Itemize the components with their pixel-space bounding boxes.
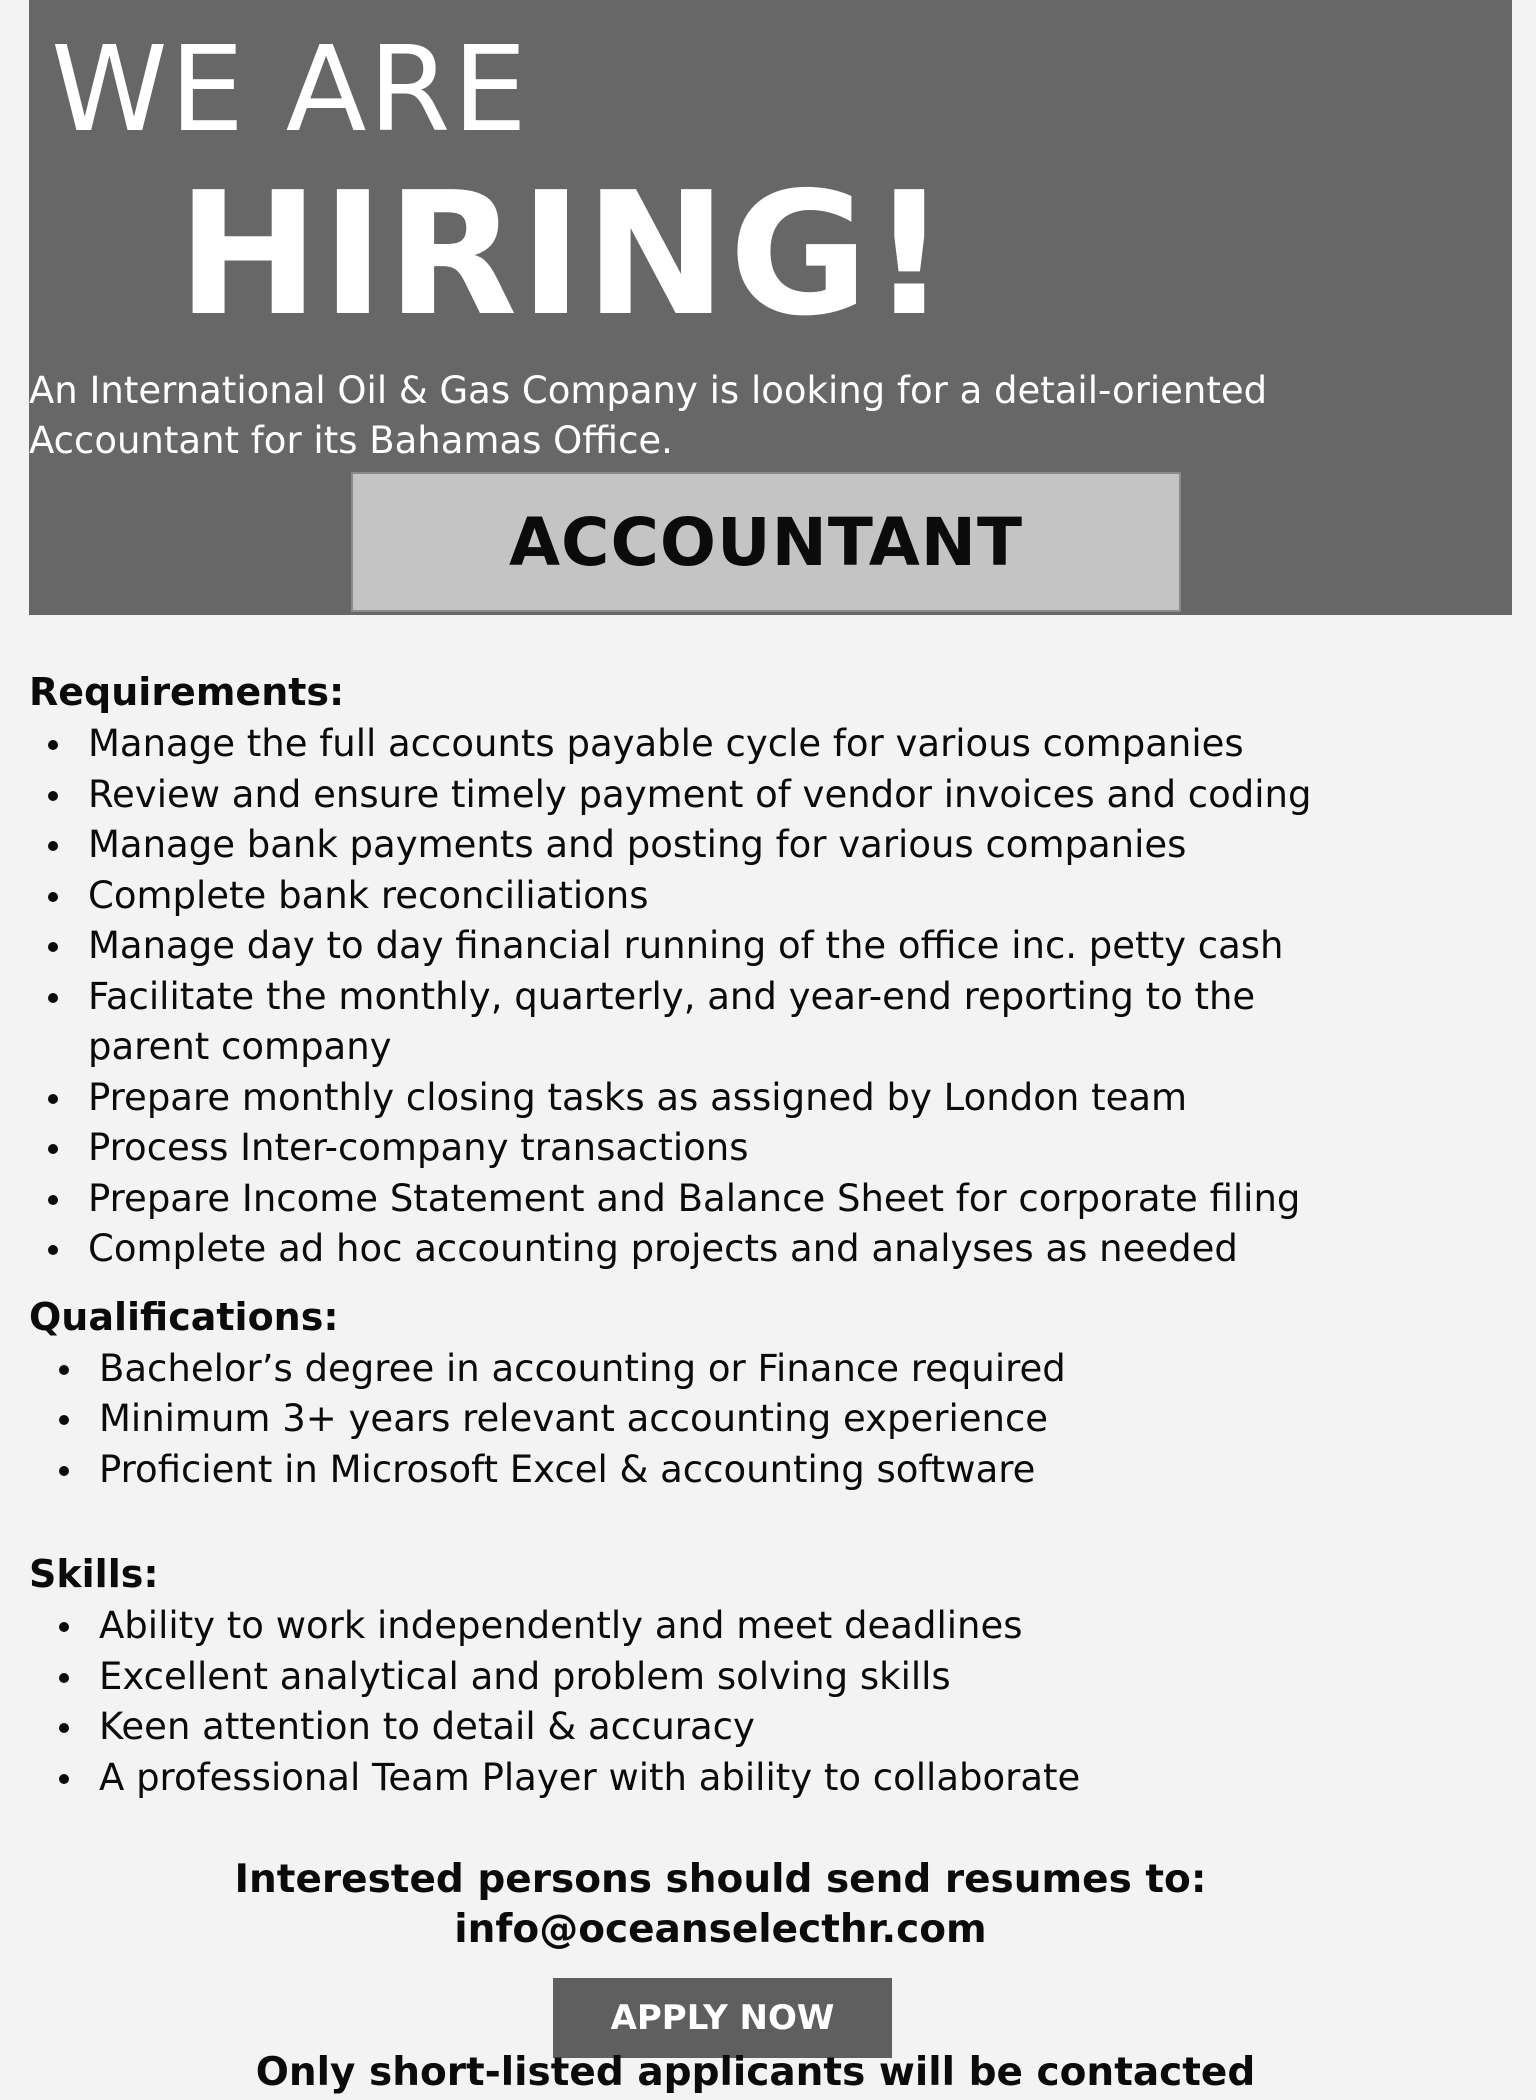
requirement-item: Manage bank payments and posting for various companies [29,820,1512,871]
requirements-section [29,665,1512,1275]
contact-email[interactable]: info@oceanselecthr.com [454,1907,987,1952]
intro-text [29,366,1512,466]
skills-list [29,1601,1512,1803]
requirement-item: Facilitate the monthly, quarterly, and year-end reporting to the [29,972,1512,1023]
requirements-list [29,719,1512,1275]
intro-line: An International Oil & Gas Company is looking for a detail-oriented [29,369,1268,412]
hiring-heading: HIRING! [177,156,951,354]
requirements-heading: Requirements: [29,670,345,714]
requirement-item: Manage day to day financial running of the office inc. petty cash [29,921,1512,972]
qualification-item: Proficient in Microsoft Excel & accounting software [29,1445,1512,1496]
contact-section [29,1855,1512,1955]
skills-heading: Skills: [29,1552,159,1596]
qualifications-section [29,1290,1512,1496]
requirement-item: Complete ad hoc accounting projects and analyses as needed [29,1224,1512,1275]
apply-now-button[interactable]: APPLY NOW [553,1978,892,2058]
qualifications-list [29,1344,1512,1496]
requirement-item: Process Inter-company transactions [29,1123,1512,1174]
requirement-item: Review and ensure timely payment of vendor invoices and coding [29,770,1512,821]
skill-item: Ability to work independently and meet deadlines [29,1601,1512,1652]
qualifications-heading: Qualifications: [29,1294,339,1339]
position-title-box [351,472,1181,612]
requirement-item: Prepare Income Statement and Balance Sheet for corporate filing [29,1174,1512,1225]
job-details [29,665,1512,1803]
qualification-item: Minimum 3+ years relevant accounting experience [29,1394,1512,1445]
requirement-item: Manage the full accounts payable cycle for various companies [29,719,1512,770]
skills-section [29,1547,1512,1803]
skill-item: A professional Team Player with ability to collaborate [29,1753,1512,1804]
position-title: ACCOUNTANT [508,503,1024,581]
qualification-item: Bachelor’s degree in accounting or Finance required [29,1344,1512,1395]
send-resumes-text: Interested persons should send resumes to: [234,1857,1207,1902]
shortlist-note: Only short-listed applicants will be contacted [255,2050,1256,2095]
requirement-item-continuation: parent company [88,1025,392,1068]
requirement-item: Complete bank reconciliations [29,871,1512,922]
intro-line: Accountant for its Bahamas Office. [29,419,673,462]
hiring-banner [29,0,1512,615]
we-are-heading: WE ARE [51,20,530,158]
requirement-item: Prepare monthly closing tasks as assigned by London team [29,1073,1512,1124]
skill-item: Excellent analytical and problem solving skills [29,1652,1512,1703]
skill-item: Keen attention to detail & accuracy [29,1702,1512,1753]
